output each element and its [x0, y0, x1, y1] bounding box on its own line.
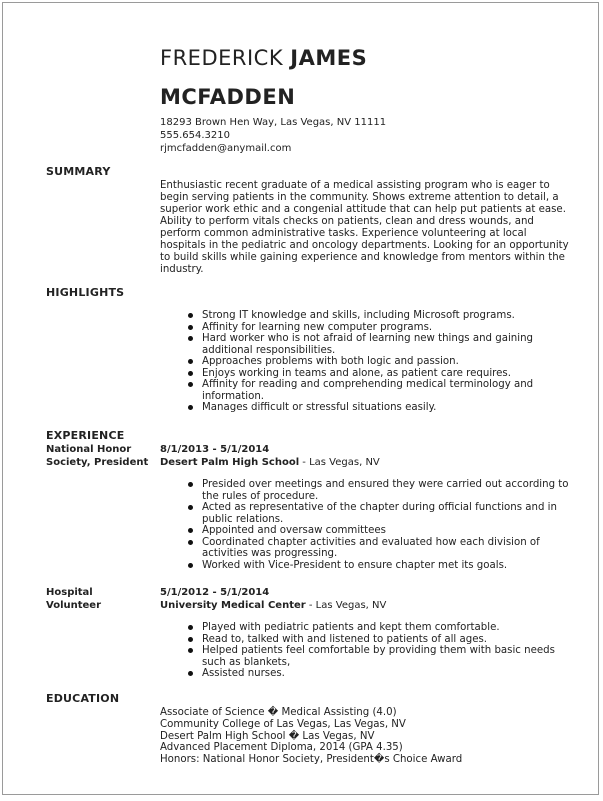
list-item: Acted as representative of the chapter during official functions and in public relations.	[188, 502, 573, 525]
list-item: Appointed and oversaw committees	[188, 525, 573, 537]
education-block	[160, 707, 462, 766]
last-name: MCFADDEN	[160, 85, 296, 109]
job-role: Hospital Volunteer	[46, 587, 102, 611]
middle-name: JAMES	[290, 46, 368, 70]
job-org-line	[160, 599, 386, 612]
list-item: Affinity for reading and comprehending medical terminology and information.	[188, 379, 573, 402]
address: 18293 Brown Hen Way, Las Vegas, NV 11111	[160, 117, 387, 128]
education-line: Associate of Science � Medical Assisting (4.0)	[160, 707, 397, 718]
job-org-line	[160, 456, 380, 469]
job-dates: 5/1/2012 - 5/1/2014	[160, 587, 270, 598]
list-item: Helped patients feel comfortable by providing them with basic needs such as blankets,	[188, 645, 573, 668]
highlights-heading: HIGHLIGHTS	[46, 286, 125, 299]
list-item: Read to, talked with and listened to patients of all ages.	[188, 634, 573, 646]
first-name: FREDERICK	[160, 46, 284, 70]
highlights-list	[188, 310, 573, 414]
job-duties-list	[188, 622, 573, 680]
job-dates: 8/1/2013 - 5/1/2014	[160, 444, 270, 455]
job-duties-list	[188, 479, 573, 571]
list-item: Played with pediatric patients and kept them comfortable.	[188, 622, 573, 634]
education-line: Advanced Placement Diploma, 2014 (GPA 4.35)	[160, 742, 403, 754]
list-item: Affinity for learning new computer programs.	[188, 322, 573, 334]
resume-page	[2, 2, 599, 795]
education-heading: EDUCATION	[46, 692, 120, 705]
list-item: Enjoys working in teams and alone, as patient care requires.	[188, 368, 573, 380]
list-item: Coordinated chapter activities and evaluated how each division of activities was progressing.	[188, 537, 573, 560]
job-org: Desert Palm High School	[160, 457, 300, 468]
job-location: - Las Vegas, NV	[305, 600, 387, 611]
list-item: Strong IT knowledge and skills, including Microsoft programs.	[188, 310, 573, 322]
list-item: Approaches problems with both logic and passion.	[188, 356, 573, 368]
list-item: Hard worker who is not afraid of learning new things and gaining additional responsibilities.	[188, 333, 573, 356]
education-line: Community College of Las Vegas, Las Vegas, NV	[160, 718, 406, 730]
name-line-1	[160, 46, 367, 70]
list-item: Presided over meetings and ensured they were carried out according to the rules of procedure.	[188, 479, 573, 502]
list-item: Worked with Vice-President to ensure chapter met its goals.	[188, 560, 573, 572]
education-line: Honors: National Honor Society, President�s Choice Award	[160, 754, 463, 766]
list-item: Manages difficult or stressful situations easily.	[188, 402, 573, 414]
email: rjmcfadden@anymail.com	[160, 143, 292, 154]
contact-block	[160, 116, 386, 155]
experience-heading: EXPERIENCE	[46, 429, 125, 442]
summary-heading: SUMMARY	[46, 165, 111, 178]
job-org: University Medical Center	[160, 600, 306, 611]
education-line: Desert Palm High School � Las Vegas, NV	[160, 730, 375, 742]
job-role: National Honor Society, President	[46, 444, 149, 468]
phone: 555.654.3210	[160, 130, 230, 141]
summary-text: Enthusiastic recent graduate of a medical assisting program who is eager to begin serving patients in the community. Shows extreme attention to detail, a superior work ethic and a congenial attitude that can help put patients at ease. Ability to perform vitals checks on patients, clean and dress wounds, and perform common administrative tasks. Experience volunteering at local hospitals in the pediatric and oncology departments. Looking for an opportunity to build skills while gaining experience and knowledge from mentors within the industry.	[160, 180, 569, 275]
job-location: - Las Vegas, NV	[299, 457, 380, 468]
list-item: Assisted nurses.	[188, 668, 573, 680]
